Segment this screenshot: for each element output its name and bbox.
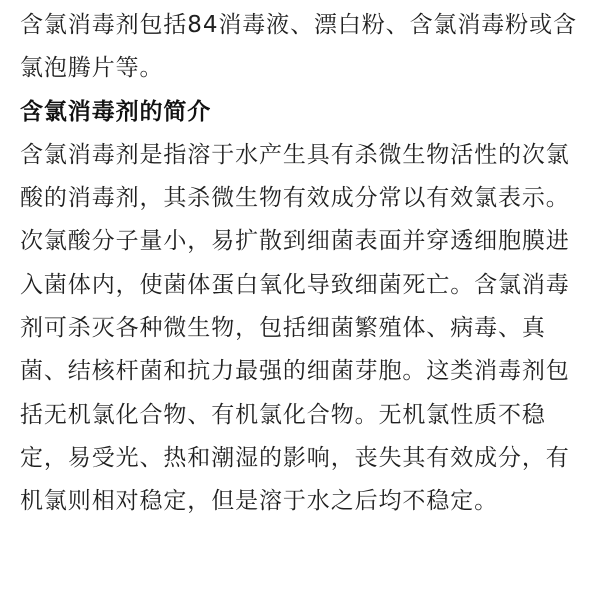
section-body-paragraph: 含氯消毒剂是指溶于水产生具有杀微生物活性的次氯酸的消毒剂，其杀微生物有效成分常以有效氯表示。次氯酸分子量小，易扩散到细菌表面并穿透细胞膜进入菌体内，使菌体蛋白氧化导致细菌死亡。含氯消毒剂可杀灭各种微生物，包括细菌繁殖体、病毒、真菌、结核杆菌和抗力最强的细菌芽胞。这类消毒剂包括无机氯化合物、有机氯化合物。无机氯性质不稳定，易受光、热和潮湿的影响，丧失其有效成分，有机氯则相对稳定，但是溶于水之后均不稳定。	[20, 141, 570, 515]
intro-paragraph: 含氯消毒剂包括84消毒液、漂白粉、含氯消毒粉或含氯泡腾片等。	[20, 12, 577, 82]
section-heading: 含氯消毒剂的简介	[20, 98, 212, 125]
